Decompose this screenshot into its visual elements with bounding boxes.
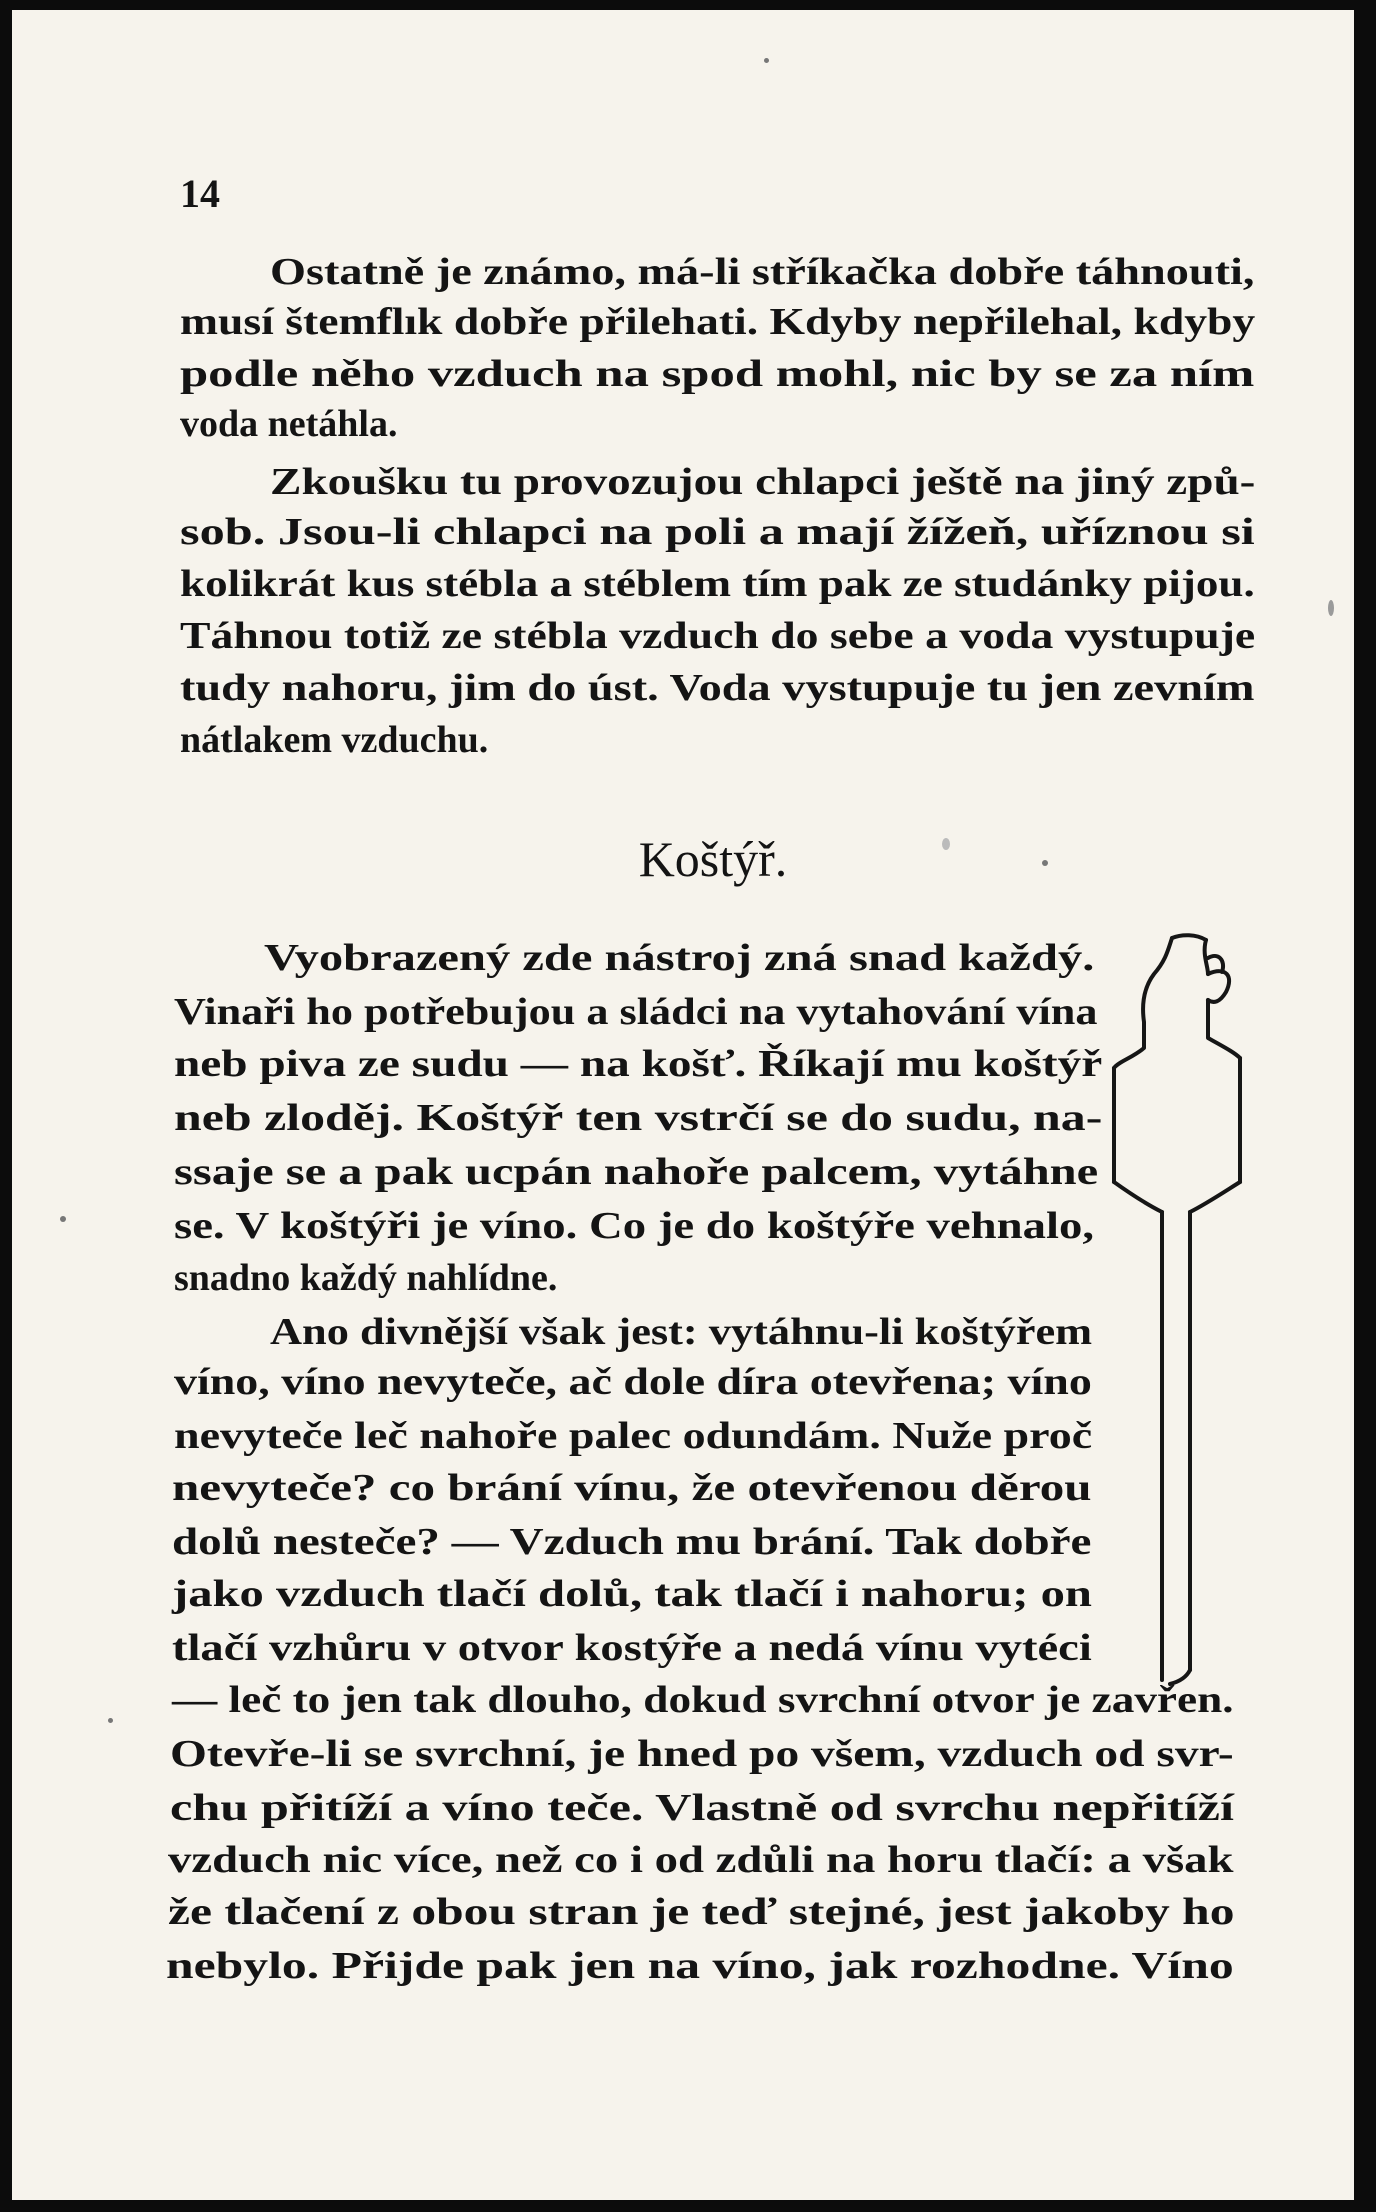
paper-speck: [1328, 600, 1334, 616]
text-line: kolikrát kus stébla a stéblem tím pak ze studánky pijou.: [180, 563, 1255, 605]
paper-speck: [108, 1718, 113, 1723]
book-page: [12, 10, 1354, 2200]
text-line: dolů nesteče? — Vzduch mu brání. Tak dobře: [172, 1521, 1092, 1563]
paper-speck: [942, 838, 950, 850]
text-line: neb piva ze sudu — na košť. Říkají mu koštýř: [174, 1043, 1103, 1085]
text-line: nevyteče? co brání vínu, že otevřenou děrou: [172, 1467, 1092, 1509]
text-line: Vyobrazený zde nástroj zná snad každý.: [264, 937, 1095, 979]
text-line: víno, víno nevyteče, ač dole díra otevřena; víno: [174, 1361, 1092, 1403]
text-line: nátlakem vzduchu.: [180, 719, 489, 761]
paper-speck: [60, 1216, 66, 1222]
section-heading: Koštýř.: [638, 831, 788, 887]
text-line: tlačí vzhůru v otvor kostýře a nedá vínu vytéci: [172, 1627, 1092, 1669]
text-line: podle něho vzduch na spod mohl, nic by se za ním: [180, 353, 1255, 395]
text-line: Otevře-li se svrchní, je hned po všem, vzduch od svr-: [170, 1733, 1234, 1775]
text-line: nebylo. Přijde pak jen na víno, jak rozhodne. Víno: [166, 1945, 1234, 1987]
text-line: voda netáhla.: [180, 403, 398, 445]
paper-speck: [764, 58, 769, 63]
text-line: Ostatně je známo, má-li stříkačka dobře táhnouti,: [270, 251, 1255, 293]
text-line: Zkoušku tu provozujou chlapci ještě na jiný způ-: [270, 461, 1256, 503]
text-line: nevyteče leč nahoře palec odundám. Nuže proč: [174, 1415, 1093, 1457]
wine-thief-pipette-illustration: [1110, 930, 1260, 1690]
text-line: sob. Jsou-li chlapci na poli a mají žížeň, uříznou si: [180, 511, 1255, 553]
text-line: že tlačení z obou stran je teď stejné, jest jakoby ho: [168, 1891, 1235, 1933]
text-line: tudy nahoru, jim do úst. Voda vystupuje tu jen zevním: [180, 667, 1255, 709]
text-line: snadno každý nahlídne.: [174, 1257, 558, 1299]
text-line: chu přitíží a víno teče. Vlastně od svrchu nepřitíží: [170, 1787, 1234, 1829]
text-line: Vinaři ho potřebujou a sládci na vytahování vína: [174, 991, 1098, 1033]
text-line: ssaje se a pak ucpán nahoře palcem, vytáhne: [174, 1151, 1099, 1193]
text-line: vzduch nic více, než co i od zdůli na horu tlačí: a však: [168, 1839, 1234, 1881]
text-line: musí štemflık dobře přilehati. Kdyby nepřilehal, kdyby: [180, 301, 1256, 343]
text-line: jako vzduch tlačí dolů, tak tlačí i nahoru; on: [172, 1573, 1092, 1615]
text-line: se. V koštýři je víno. Co je do koštýře vehnalo,: [174, 1205, 1095, 1247]
text-line: Táhnou totiž ze stébla vzduch do sebe a voda vystupuje: [180, 615, 1256, 657]
text-line: Ano divnější však jest: vytáhnu-li koštýřem: [270, 1311, 1093, 1353]
text-line: neb zloděj. Koštýř ten vstrčí se do sudu, na-: [174, 1097, 1103, 1139]
text-line: — leč to jen tak dlouho, dokud svrchní otvor je zavřen.: [172, 1679, 1234, 1721]
paper-speck: [1042, 860, 1048, 866]
page-number: 14: [180, 171, 220, 216]
